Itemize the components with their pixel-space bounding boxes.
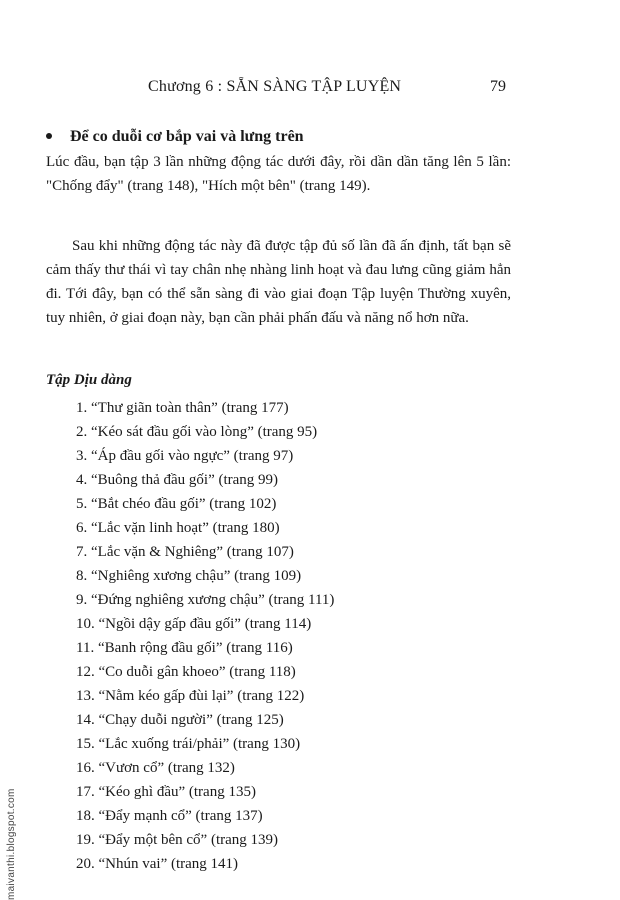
list-item: 9. “Đứng nghiêng xương chậu” (trang 111) bbox=[76, 592, 335, 608]
list-item: 13. “Nằm kéo gấp đùi lại” (trang 122) bbox=[76, 688, 305, 704]
list-item: 19. “Đẩy một bên cổ” (trang 139) bbox=[76, 832, 279, 848]
list-item: 5. “Bắt chéo đầu gối” (trang 102) bbox=[76, 496, 277, 512]
paragraph-body: Sau khi những động tác này đã được tập đủ số lần đã ấn định, tất bạn sẽ cảm thấy thư thái vì tay chân nhẹ nhàng linh hoạt và đau lưng cũng giảm hẳn đi. Tới đây, bạn có thể sẵn sàng đi vào giai đoạn Tập luyện Thường xuyên, tuy nhiên, ở giai đoạn này, bạn cần phải phấn đấu và năng nổ hơn nữa. bbox=[46, 238, 511, 326]
list-item: 15. “Lắc xuống trái/phải” (trang 130) bbox=[76, 736, 301, 752]
list-item: 10. “Ngồi dậy gấp đầu gối” (trang 114) bbox=[76, 616, 312, 632]
bullet-heading bbox=[46, 128, 304, 146]
bullet-icon bbox=[46, 133, 52, 139]
list-item: 2. “Kéo sát đầu gối vào lòng” (trang 95) bbox=[76, 424, 318, 440]
list-item: 1. “Thư giãn toàn thân” (trang 177) bbox=[76, 400, 289, 416]
list-item: 17. “Kéo ghì đầu” (trang 135) bbox=[76, 784, 256, 800]
running-header: Chương 6 : SẴN SÀNG TẬP LUYỆN bbox=[148, 78, 402, 95]
list-item: 11. “Banh rộng đầu gối” (trang 116) bbox=[76, 640, 293, 656]
list-item: 16. “Vươn cổ” (trang 132) bbox=[76, 760, 235, 776]
bullet-heading-text: Để co duỗi cơ bắp vai và lưng trên bbox=[70, 128, 304, 145]
list-item: 3. “Áp đầu gối vào ngực” (trang 97) bbox=[76, 448, 294, 464]
exercise-list bbox=[76, 396, 334, 876]
list-item: 20. “Nhún vai” (trang 141) bbox=[76, 856, 239, 872]
section-title: Tập Dịu dàng bbox=[46, 372, 132, 388]
list-item: 4. “Buông thả đầu gối” (trang 99) bbox=[76, 472, 279, 488]
list-item: 8. “Nghiêng xương chậu” (trang 109) bbox=[76, 568, 302, 584]
list-item: 14. “Chạy duỗi người” (trang 125) bbox=[76, 712, 284, 728]
list-item: 18. “Đẩy mạnh cổ” (trang 137) bbox=[76, 808, 263, 824]
page-number: 79 bbox=[490, 78, 506, 95]
list-item: 6. “Lắc vặn linh hoạt” (trang 180) bbox=[76, 520, 280, 536]
watermark: maivanthi.blogspot.com bbox=[6, 788, 17, 900]
list-item: 12. “Co duỗi gân khoeo” (trang 118) bbox=[76, 664, 296, 680]
list-item: 7. “Lắc vặn & Nghiêng” (trang 107) bbox=[76, 544, 294, 560]
paragraph-intro: Lúc đầu, bạn tập 3 lần những động tác dưới đây, rồi dần dần tăng lên 5 lần: "Chống đẩy" (trang 148), "Hích một bên" (trang 149). bbox=[46, 154, 511, 194]
